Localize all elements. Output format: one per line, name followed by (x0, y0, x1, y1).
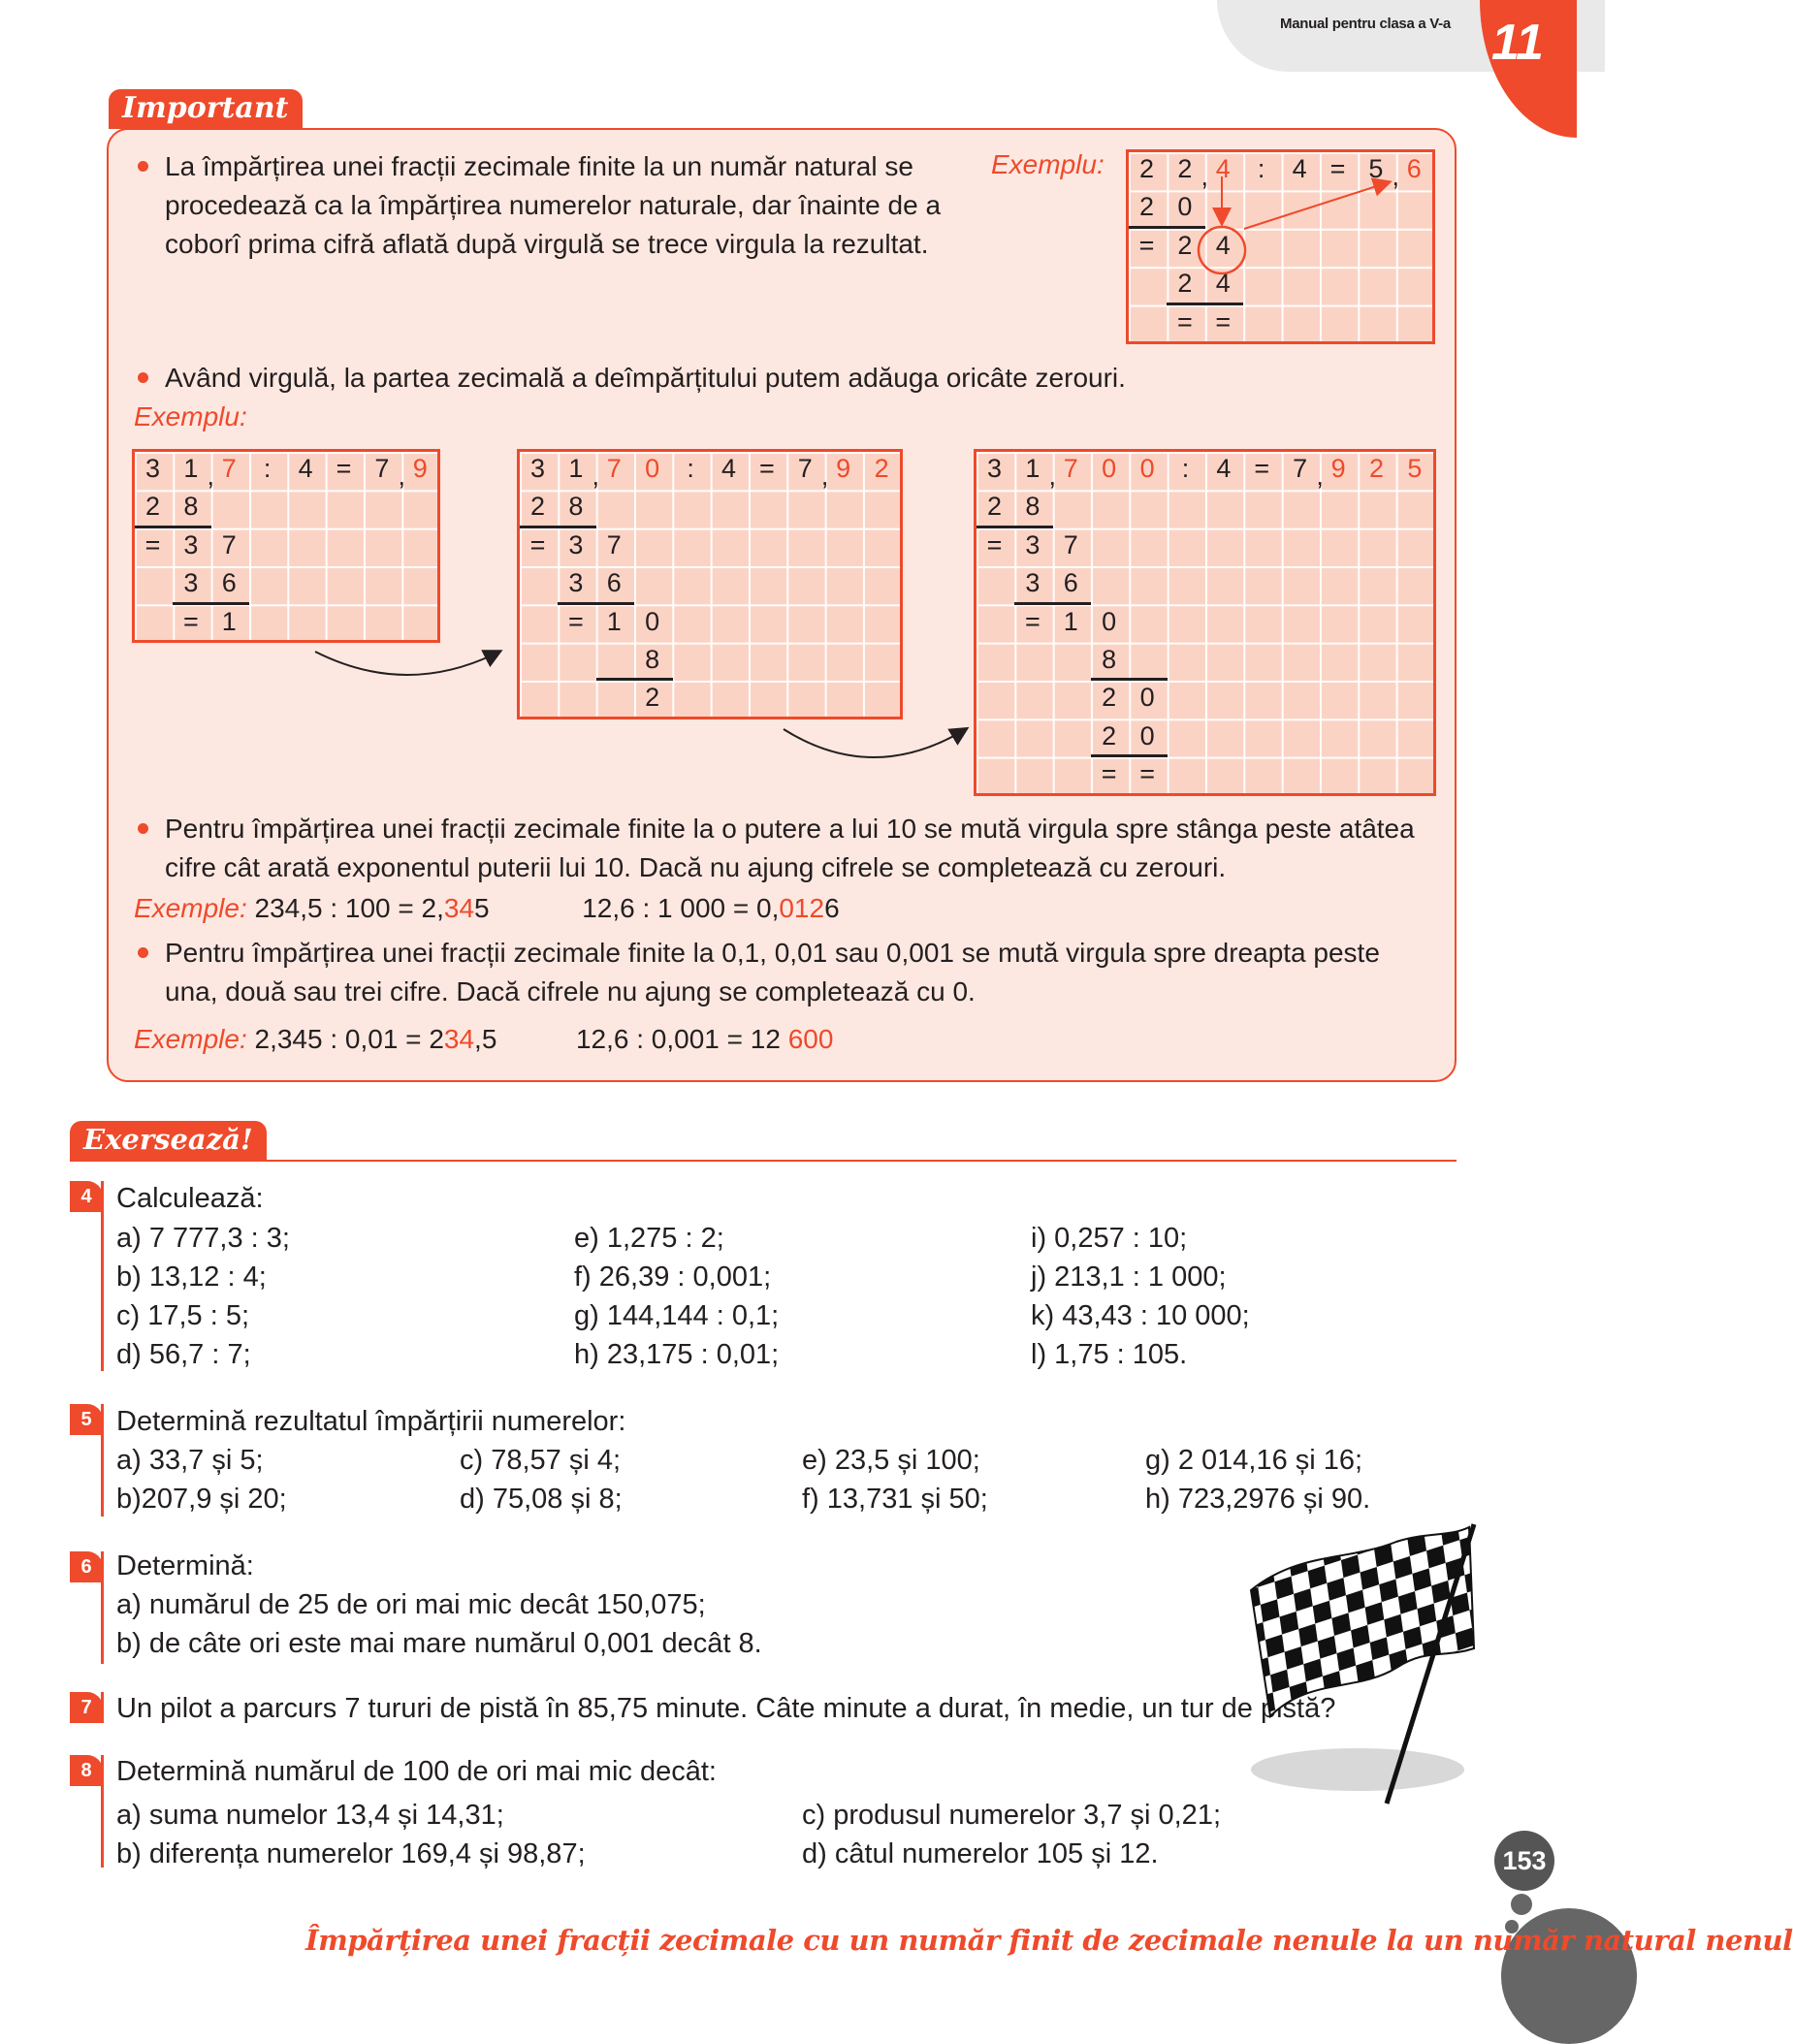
grid-digit: 7 (1293, 454, 1308, 483)
grid-digit: 4 (298, 454, 313, 483)
arrows-layer (0, 0, 1565, 873)
example-text: 12,6 : 1 000 = 0, (582, 893, 780, 923)
exercise-item: j) 213,1 : 1 000; (1031, 1262, 1227, 1293)
grid-digit: 1 (1025, 454, 1041, 483)
exercise-4-title: Calculează: (116, 1183, 264, 1214)
exercise-number: 6 (70, 1551, 103, 1582)
exercise-item: c) 17,5 : 5; (116, 1300, 250, 1331)
decimal-comma: , (820, 462, 829, 491)
example-text: ,5 (474, 1024, 497, 1054)
grid-digit: 9 (836, 454, 851, 483)
exercise-8-title: Determină numărul de 100 de ori mai mic decât: (116, 1756, 717, 1787)
exercise-bar (101, 1755, 104, 1868)
grid-digit: 2 (874, 454, 889, 483)
grid-digit: 2 (1102, 720, 1117, 751)
rule-1-line: procedează ca la împărțirea numerelor naturale, dar înainte de a (165, 190, 942, 220)
grid-digit: 0 (1139, 720, 1155, 751)
exercise-item: l) 1,75 : 105. (1031, 1339, 1188, 1370)
grid-digit: = (1101, 759, 1117, 789)
rule-4-line: una, două sau trei cifre. Dacă cifrele nu ajung se completează cu 0. (165, 976, 976, 1006)
grid-digit: : (687, 454, 694, 483)
examples-label: Exemple: (134, 1024, 247, 1054)
rule-3-line: Pentru împărțirea unei fracții zecimale finite la o putere a lui 10 se mută virgula spre stânga peste atâtea (165, 814, 1415, 844)
grid-digit: 3 (529, 454, 546, 483)
exercise-item: e) 1,275 : 2; (574, 1223, 724, 1254)
grid-digit: 2 (1177, 269, 1193, 299)
exercise-item: f) 26,39 : 0,001; (574, 1262, 772, 1293)
grid-digit: 0 (1102, 606, 1117, 636)
exercise-item: a) 7 777,3 : 3; (116, 1223, 290, 1254)
highlight-circle (1199, 227, 1245, 273)
grid-digit: = (568, 606, 584, 636)
grid-digit: 1 (1063, 606, 1078, 636)
exercise-7-text: Un pilot a parcurs 7 tururi de pistă în 85,75 minute. Câte minute a durat, în medie, un tur de pistă? (116, 1693, 1336, 1724)
grid-digit: 3 (568, 568, 584, 598)
decimal-comma: , (1048, 462, 1057, 491)
grid-digit: : (1181, 454, 1190, 483)
chapter-number: 11 (1491, 15, 1544, 71)
grid-digit: 8 (1025, 492, 1041, 522)
grid-digit: : (263, 454, 272, 483)
exercise-item: b)207,9 și 20; (116, 1484, 287, 1515)
example-text: 234,5 : 100 = 2, (254, 893, 444, 923)
grid-digit: 2 (1177, 154, 1193, 183)
rule-4-text (165, 934, 1380, 1011)
grid-digit: 2 (1177, 230, 1193, 260)
grid-digit: 6 (1406, 154, 1422, 183)
decimal-comma: , (207, 462, 215, 491)
exercise-item: h) 723,2976 și 90. (1145, 1484, 1371, 1515)
exercise-item: b) de câte ori este mai mare numărul 0,001 decât 8. (116, 1628, 762, 1659)
exercise-bar (101, 1551, 104, 1664)
exercise-item: a) numărul de 25 de ori mai mic decât 150,075; (116, 1589, 706, 1620)
checkered-flag-icon (1232, 1522, 1493, 1813)
grid-digit: 7 (1063, 454, 1078, 483)
grid-digit: = (529, 529, 546, 559)
grid-digit: 2 (1138, 192, 1155, 222)
grid-digit: 7 (1063, 529, 1078, 559)
grid-digit: 2 (1102, 683, 1117, 713)
example-highlight: 34 (443, 1024, 475, 1054)
grid-digit: 0 (1177, 192, 1193, 222)
decor-dot (1511, 1894, 1532, 1915)
grid-digit: = (1177, 306, 1193, 336)
grid-digit: 0 (1139, 683, 1155, 713)
exercise-item: g) 2 014,16 și 16; (1145, 1445, 1363, 1476)
exercise-bar (101, 1404, 104, 1517)
grid-digit: 7 (606, 529, 622, 559)
example-text: 12,6 : 0,001 = 12 (575, 1024, 788, 1054)
decimal-comma: , (398, 462, 406, 491)
exercise-item: h) 23,175 : 0,01; (574, 1339, 780, 1370)
grid-digit: 1 (568, 454, 584, 483)
footer-title: Împărțirea unei fracții zecimale cu un număr finit de zecimale nenule la un număr natural nenul (305, 1924, 1793, 1957)
rule-1-line: La împărțirea unei fracții zecimale finite la un număr natural se (165, 151, 913, 181)
grid-digit: = (759, 454, 775, 483)
examples-row-1 (134, 889, 840, 928)
exercise-item: b) diferența numerelor 169,4 și 98,87; (116, 1838, 586, 1869)
decimal-comma: , (1201, 162, 1209, 191)
exercise-item: g) 144,144 : 0,1; (574, 1300, 780, 1331)
exercise-item: a) 33,7 și 5; (116, 1445, 264, 1476)
grid-digit: = (183, 606, 199, 636)
grid-digit: 6 (606, 568, 622, 598)
grid-digit: 6 (221, 568, 237, 598)
grid-digit: 3 (1025, 529, 1041, 559)
exercise-bar (101, 1692, 104, 1723)
grid-digit: 7 (797, 454, 813, 483)
grid-digit: 5 (1407, 454, 1423, 483)
arrow-2 (784, 729, 966, 757)
grid-digit: : (1257, 154, 1265, 183)
decimal-comma: , (592, 462, 600, 491)
grid-digit: 7 (221, 529, 237, 559)
grid-digit: 3 (568, 529, 584, 559)
grid-digit: 1 (221, 606, 237, 636)
examples-row-2 (134, 1020, 833, 1059)
grid-digit: 2 (144, 492, 161, 522)
grid-digit: 7 (374, 454, 390, 483)
book-title: Manual pentru clasa a V-a (1280, 16, 1451, 32)
grid-digit: = (1025, 606, 1041, 636)
grid-digit: 3 (986, 454, 1003, 483)
grid-digit: 2 (1138, 154, 1155, 183)
grid-digit: = (144, 529, 161, 559)
grid-digit: 0 (645, 454, 660, 483)
grid-digit: = (1254, 454, 1270, 483)
example-highlight: 600 (787, 1024, 834, 1054)
exercise-item: f) 13,731 și 50; (802, 1484, 988, 1515)
grid-digit: 2 (529, 492, 546, 522)
bullet-dot (138, 947, 148, 958)
grid-digit: 8 (183, 492, 199, 522)
grid-digit: 0 (1139, 454, 1155, 483)
grid-digit: 8 (645, 645, 660, 674)
example-text: 6 (824, 893, 840, 923)
grid-digit: = (1329, 154, 1346, 183)
exercise-number: 4 (70, 1181, 103, 1212)
example-text: 2,345 : 0,01 = 2 (254, 1024, 444, 1054)
grid-digit: 4 (1215, 230, 1231, 260)
exercise-item: i) 0,257 : 10; (1031, 1223, 1188, 1254)
rule-3-line: cifre cât arată exponentul puterii lui 10. Dacă nu ajung cifrele se completează cu zerouri. (165, 852, 1227, 882)
exercise-number: 8 (70, 1755, 103, 1786)
grid-digit: 0 (645, 606, 660, 636)
example-highlight: 34 (443, 893, 475, 923)
grid-digit: 4 (1215, 154, 1231, 183)
exercise-item: d) 75,08 și 8; (460, 1484, 623, 1515)
grid-digit: 3 (183, 529, 199, 559)
grid-digit: 4 (720, 454, 737, 483)
grid-digit: 4 (1215, 269, 1231, 299)
example-text: 5 (474, 893, 490, 923)
grid-digit: 4 (1216, 454, 1232, 483)
arrow-comma (1244, 182, 1389, 229)
exercise-item: c) produsul numerelor 3,7 și 0,21; (802, 1800, 1221, 1831)
exercise-item: e) 23,5 și 100; (802, 1445, 980, 1476)
grid-digit: 2 (986, 492, 1003, 522)
page-number: 153 (1494, 1831, 1554, 1891)
grid-digit: 2 (1368, 454, 1385, 483)
grid-digit: = (1139, 759, 1155, 789)
grid-digit: = (1215, 306, 1232, 336)
example-label: Exemplu: (134, 401, 247, 431)
grid-digit: 0 (1102, 454, 1117, 483)
decimal-comma: , (1392, 162, 1400, 191)
rule-2-text: Având virgulă, la partea zecimală a deîmpărțitului putem adăuga oricâte zerouri. (165, 363, 1126, 393)
grid-digit: 8 (1102, 645, 1117, 674)
grid-digit: = (986, 529, 1003, 559)
decimal-comma: , (1316, 462, 1324, 491)
rule-4-line: Pentru împărțirea unei fracții zecimale finite la 0,1, 0,01 sau 0,001 se mută virgula spre dreapta peste (165, 938, 1380, 968)
exercise-item: a) suma numelor 13,4 și 14,31; (116, 1800, 504, 1831)
grid-digit: 9 (1330, 454, 1346, 483)
rule-1-line: coborî prima cifră aflată după virgulă se trece virgula la rezultat. (165, 229, 929, 259)
exercise-6-title: Determină: (116, 1550, 254, 1581)
grid-digit: 8 (568, 492, 584, 522)
grid-digit: 7 (606, 454, 622, 483)
grid-digit: 3 (144, 454, 161, 483)
grid-digit: 3 (1025, 568, 1041, 598)
rule-3-text (165, 810, 1415, 887)
exercise-item: d) 56,7 : 7; (116, 1339, 251, 1370)
important-tag: Important (109, 89, 303, 129)
grid-digit: = (1138, 230, 1155, 260)
exercise-5-title: Determină rezultatul împărțirii numerelor: (116, 1406, 626, 1437)
exercise-item: k) 43,43 : 10 000; (1031, 1300, 1250, 1331)
exercise-number: 7 (70, 1692, 103, 1723)
grid-digit: 2 (645, 683, 660, 713)
grid-digit: 5 (1368, 154, 1384, 183)
grid-digit: 1 (606, 606, 622, 636)
exercise-item: d) câtul numerelor 105 și 12. (802, 1838, 1159, 1869)
example-label: Exemplu: (991, 149, 1105, 179)
grid-digit: 7 (221, 454, 237, 483)
exercise-bar (101, 1181, 104, 1371)
grid-digit: = (336, 454, 352, 483)
example-highlight: 012 (779, 893, 825, 923)
exercise-number: 5 (70, 1404, 103, 1435)
examples-label: Exemple: (134, 893, 247, 923)
exercise-item: b) 13,12 : 4; (116, 1262, 267, 1293)
grid-digit: 4 (1292, 154, 1307, 183)
grid-digit: 9 (412, 454, 428, 483)
arrow-1 (315, 652, 499, 675)
grid-digit: 1 (183, 454, 199, 483)
grid-digit: 6 (1063, 568, 1078, 598)
bullet-dot (138, 823, 148, 834)
grid-digit: 3 (183, 568, 199, 598)
exercise-item: c) 78,57 și 4; (460, 1445, 622, 1476)
practice-tag: Exersează! (70, 1121, 267, 1160)
practice-rule (70, 1160, 1457, 1162)
